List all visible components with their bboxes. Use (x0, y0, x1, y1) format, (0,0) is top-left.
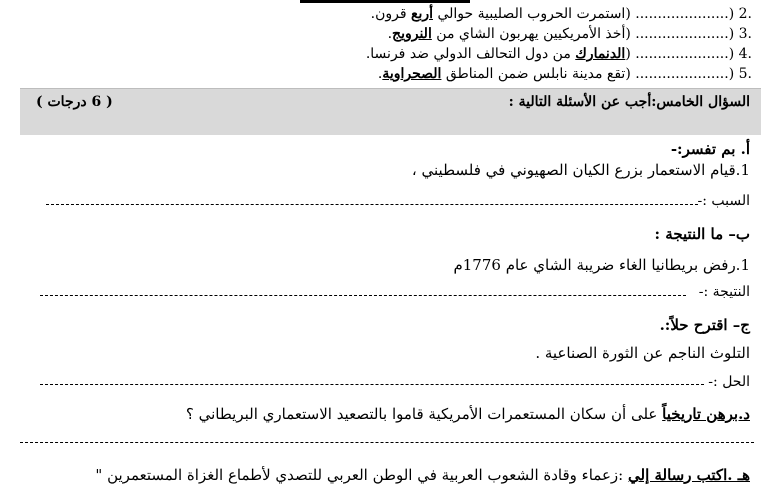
tf-blank: (..................... (635, 6, 735, 22)
part-e-question (95, 466, 750, 484)
part-a-answer-label: السبب :- (697, 193, 750, 209)
tf-number: .2 (738, 6, 752, 22)
part-b-item: 1.رفض بريطانيا الغاء ضريبة الشاي عام 1776م (453, 256, 750, 274)
tf-keyword: النرويج (392, 26, 432, 42)
tf-keyword: الدنمارك (575, 46, 626, 62)
tf-item-4 (366, 45, 752, 63)
tf-number: .3 (738, 26, 752, 42)
tf-number: .4 (738, 46, 752, 62)
part-b-answer-line[interactable] (40, 295, 686, 296)
question-title: السؤال الخامس:أجب عن الأسئلة التالية : (508, 94, 750, 110)
tf-number: .5 (738, 66, 752, 82)
part-d-question (186, 405, 750, 423)
part-d-answer-line[interactable] (20, 442, 754, 443)
part-a-item: 1.قيام الاستعمار بزرع الكيان الصهيوني في فلسطيني ، (411, 161, 750, 179)
part-b-heading: ب– ما النتيجة : (654, 225, 750, 243)
part-b-answer-label: النتيجة :- (698, 284, 750, 300)
tf-text-end: . (377, 66, 383, 82)
tf-text: (أخذ الأمريكيين يهربون الشاي من (431, 26, 631, 42)
tf-text: (استمرت الحروب الصليبية حوالي (433, 6, 631, 22)
part-d-text: على أن سكان المستعمرات الأمريكية قاموا بالتصعيد الاستعماري البريطاني ؟ (185, 405, 663, 423)
tf-blank: (..................... (635, 26, 735, 42)
tf-item-2 (371, 5, 752, 23)
tf-text: ( (625, 46, 631, 62)
tf-blank: (..................... (635, 66, 735, 82)
part-e-heading: هـ .اكتب رسالة إلي (628, 466, 750, 484)
part-c-answer-line[interactable] (40, 384, 704, 385)
tf-text: (تقع مدينة نابلس ضمن المناطق (441, 66, 631, 82)
question-marks: ( 6 درجات ) (36, 94, 113, 110)
tf-text-end: . (387, 26, 393, 42)
part-d-heading: د.برهن تاريخياً (662, 405, 750, 423)
tf-item-5 (378, 65, 752, 83)
tf-keyword: أربع (411, 6, 433, 22)
part-a-answer-line[interactable] (46, 204, 698, 205)
tf-text-end: قرون. (370, 6, 411, 22)
tf-blank: (..................... (635, 46, 735, 62)
part-e-text: :زعماء وقادة الشعوب العربية في الوطن العربي للتصدي لأطماع الغزاة المستعمرين " (95, 466, 628, 484)
part-a-heading: أ. بم تفسر:- (670, 140, 750, 158)
tf-text-end: من دول التحالف الدولي ضد فرنسا. (365, 46, 576, 62)
tf-keyword: الصحراوية (382, 66, 442, 82)
part-c-heading: ج– اقترح حلاً:. (659, 316, 750, 334)
part-c-answer-label: الحل :- (708, 374, 750, 390)
part-c-item: التلوث الناجم عن الثورة الصناعية . (535, 344, 750, 362)
tf-top-border (300, 0, 470, 3)
tf-item-3 (388, 25, 752, 43)
